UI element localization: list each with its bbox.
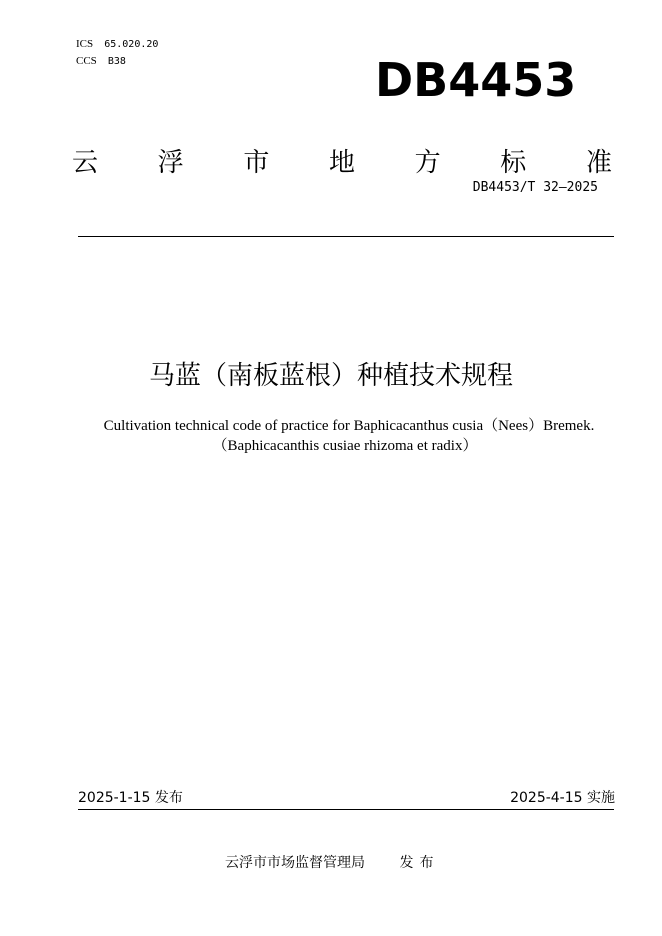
standard-name-char: 地 bbox=[328, 148, 355, 178]
issuer-line bbox=[225, 854, 439, 872]
footer-divider bbox=[78, 809, 614, 810]
document-title-chinese: 马蓝（南板蓝根）种植技术规程 bbox=[148, 361, 513, 391]
header-divider bbox=[78, 236, 614, 237]
implementation-date: 2025-4-15 实施 bbox=[510, 790, 615, 806]
ccs-code: B38 bbox=[107, 56, 126, 67]
issuer-name: 云浮市市场监督管理局 bbox=[225, 855, 365, 871]
standard-name bbox=[72, 143, 612, 183]
issuer-action: 发布 bbox=[399, 855, 440, 871]
ics-code: 65.020.20 bbox=[104, 39, 159, 50]
document-title-english: Cultivation technical code of practice for Baphicacanthus cusia（Nees）Bremek. bbox=[103, 418, 595, 434]
standard-name-char: 准 bbox=[585, 148, 612, 178]
standard-name-char: 浮 bbox=[157, 148, 184, 178]
ics-label: ICS bbox=[76, 38, 94, 50]
standard-code-logo: DB4453 bbox=[375, 53, 577, 107]
ccs-label: CCS bbox=[76, 55, 97, 67]
standard-name-char: 方 bbox=[414, 148, 441, 178]
ccs-classification bbox=[76, 49, 126, 68]
standard-name-char: 市 bbox=[243, 148, 270, 178]
standard-number: DB4453/T 32—2025 bbox=[472, 180, 598, 195]
standard-name-char: 云 bbox=[72, 148, 99, 178]
document-title-english-subtitle: （Baphicacanthis cusiae rhizoma et radix） bbox=[212, 438, 478, 454]
issue-date: 2025-1-15 发布 bbox=[78, 790, 183, 806]
standard-name-char: 标 bbox=[500, 148, 527, 178]
